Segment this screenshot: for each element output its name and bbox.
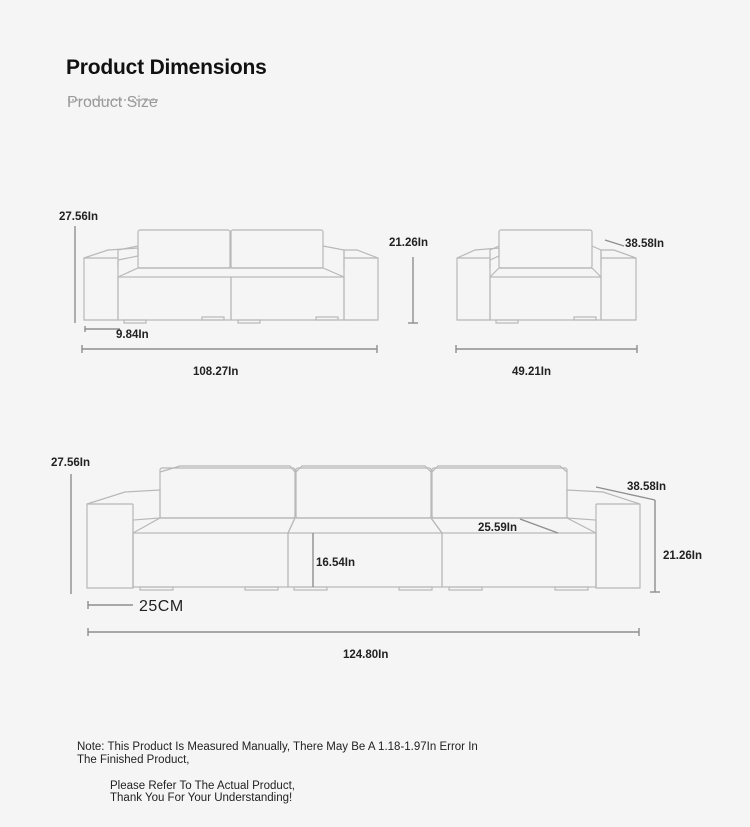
three-seat-seat-depth-label: 25.59In — [478, 522, 517, 534]
two-seat-sofa — [84, 230, 378, 323]
page-subtitle: Product Size — [67, 94, 158, 111]
two-seat-arm-width-label: 9.84In — [116, 329, 149, 341]
three-seat-depth-label: 38.58In — [627, 481, 666, 493]
note-line-3: Please Refer To The Actual Product, — [110, 780, 295, 792]
note-line-1: Note: This Product Is Measured Manually, There May Be A 1.18-1.97In Error In — [77, 741, 478, 753]
three-seat-height-label: 27.56In — [51, 457, 90, 469]
two-seat-height-label: 27.56In — [59, 211, 98, 223]
three-seat-dimensions — [51, 457, 702, 661]
three-seat-arm-width-label: 25CM — [139, 598, 184, 615]
page-title: Product Dimensions — [66, 56, 267, 79]
three-seat-arm-height-label: 21.26In — [663, 550, 702, 562]
note-line-2: The Finished Product, — [77, 754, 190, 766]
three-seat-total-width-label: 124.80In — [343, 649, 389, 661]
three-seat-sofa — [87, 466, 640, 590]
two-seat-total-width-label: 108.27In — [193, 366, 239, 378]
single-seat-back-height-label: 21.26In — [389, 237, 428, 249]
two-seat-dimensions — [59, 211, 377, 378]
three-seat-seat-height-label: 16.54In — [316, 557, 355, 569]
single-seat-depth-label: 38.58In — [625, 238, 664, 250]
single-seat-total-width-label: 49.21In — [512, 366, 551, 378]
single-seat-sofa — [457, 230, 636, 323]
note-line-4: Thank You For Your Understanding! — [110, 792, 293, 804]
